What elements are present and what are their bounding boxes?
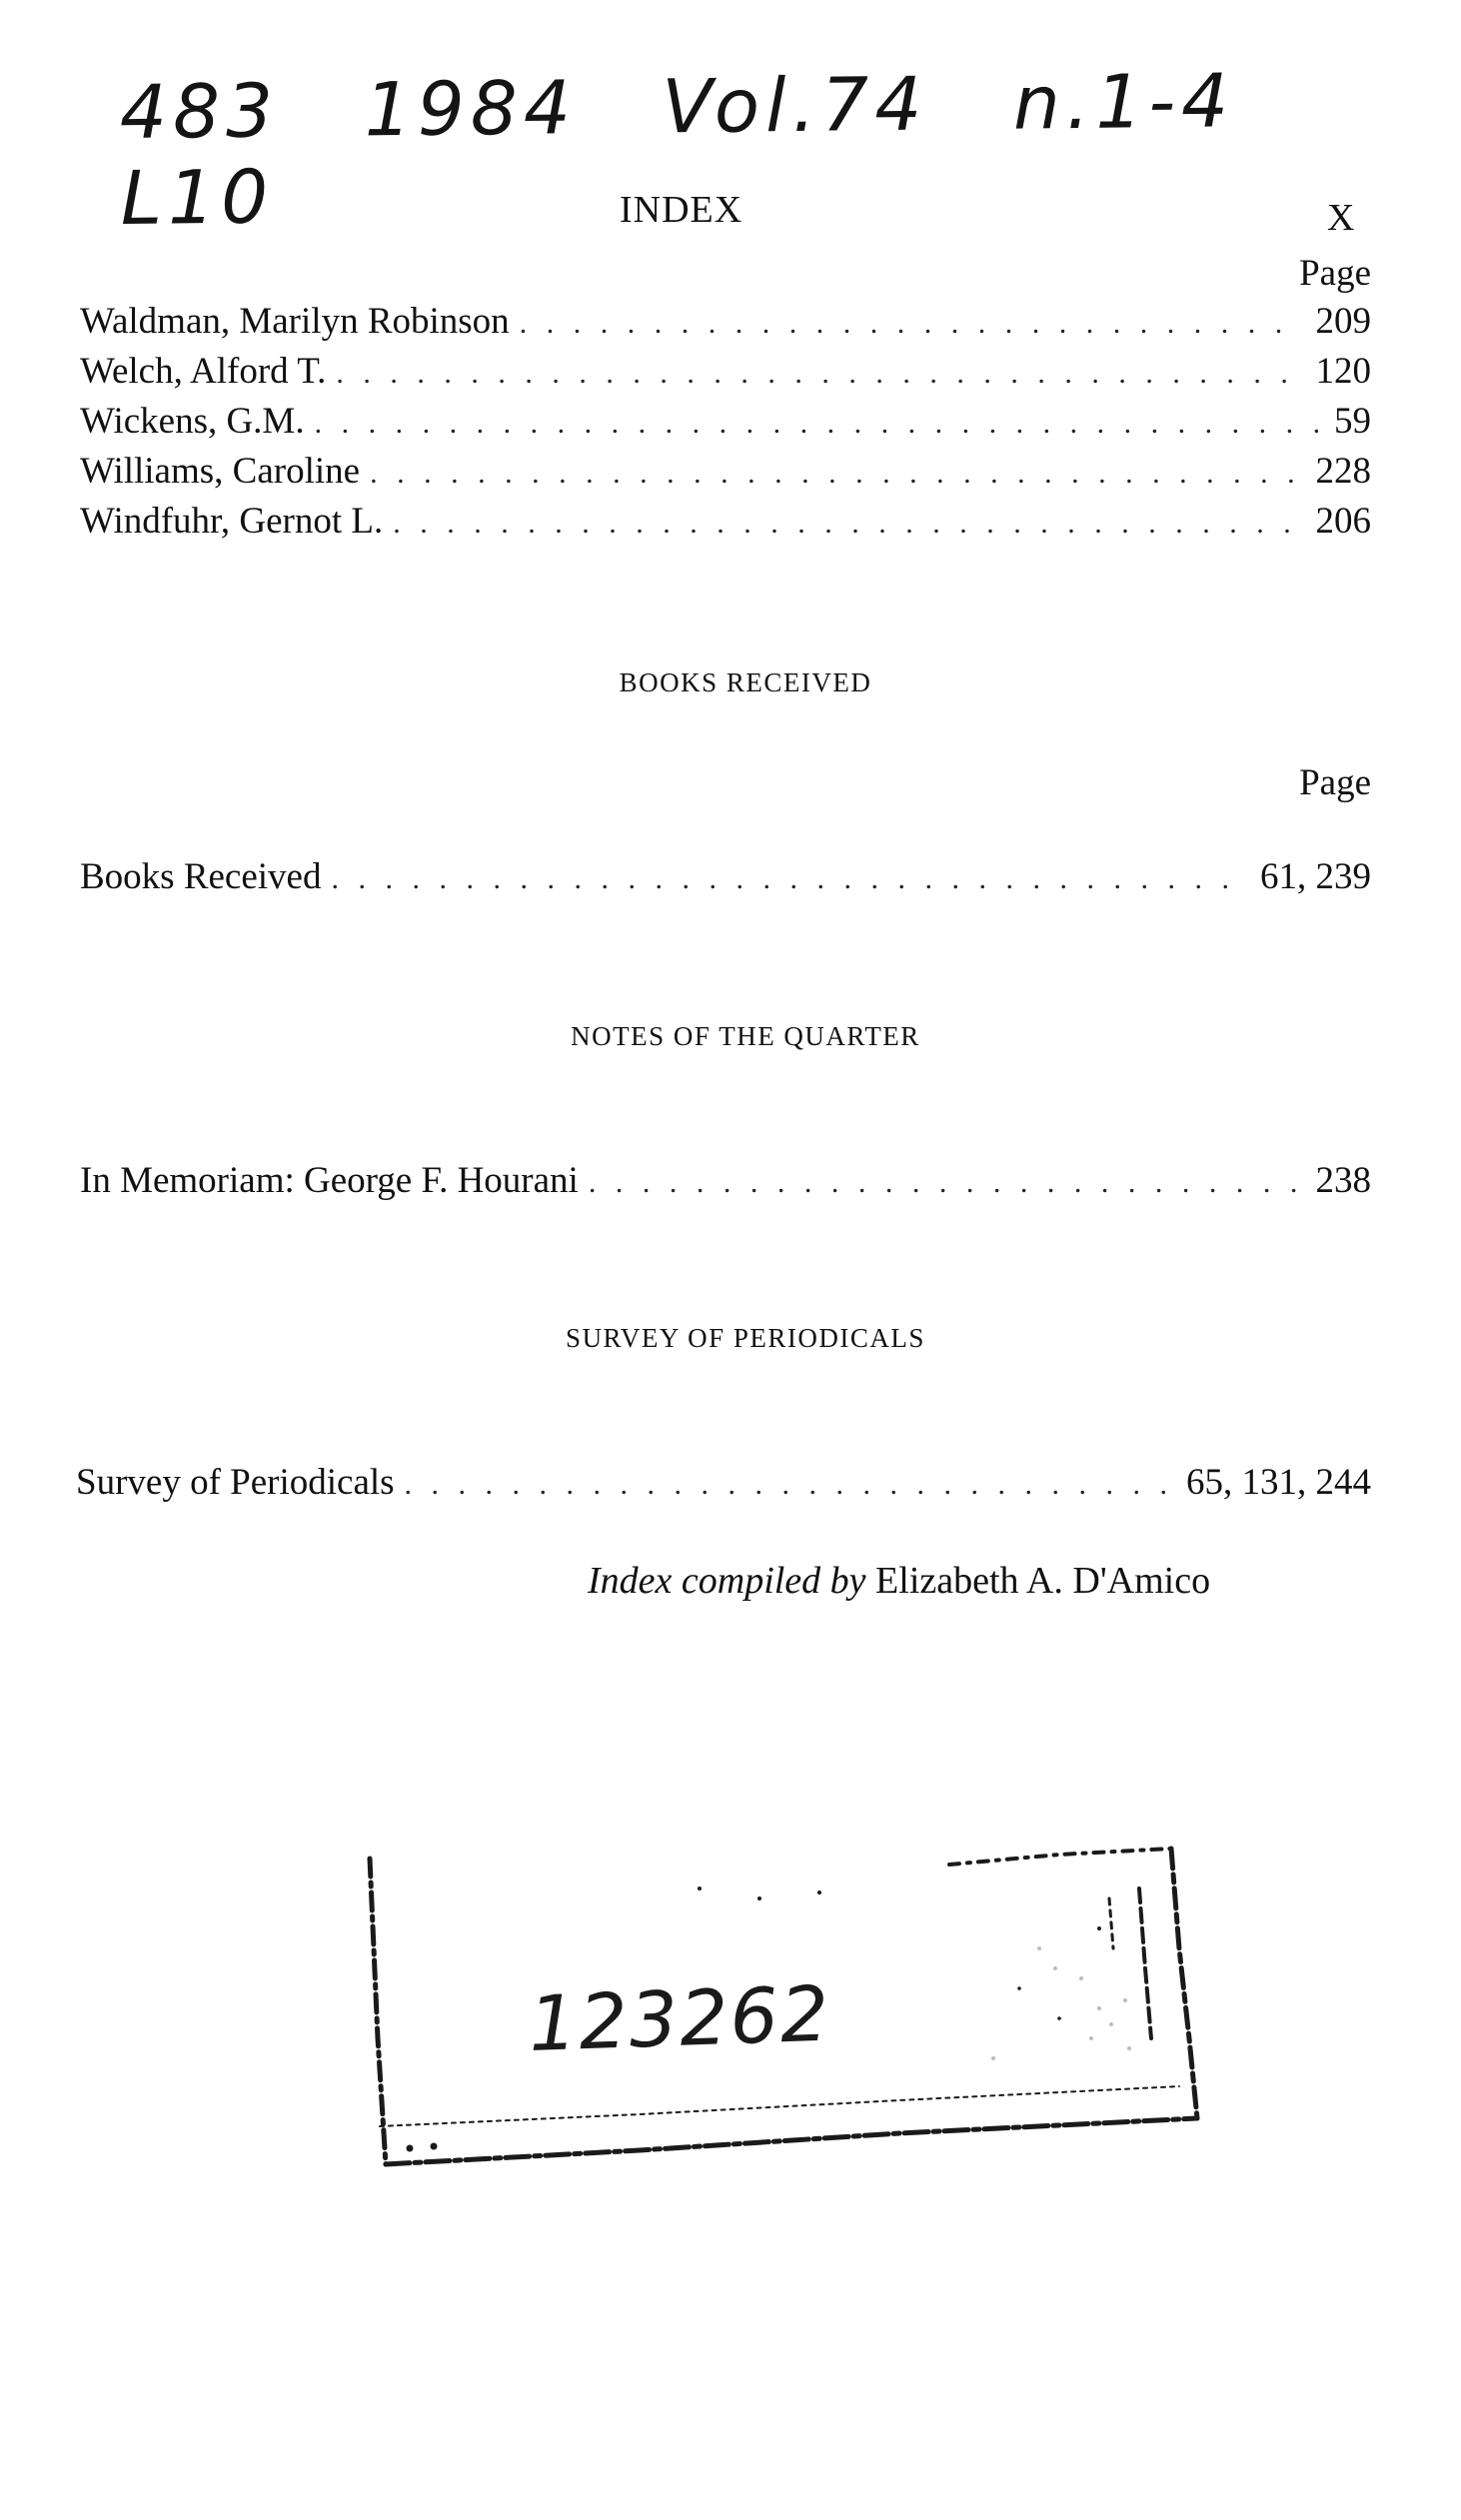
note-token: n.1-4 (1012, 58, 1235, 147)
note-token: 1984 (364, 65, 578, 154)
dot-leader (336, 357, 1301, 391)
stamp-number: 123262 (527, 1968, 832, 2068)
section-marker: X (1327, 197, 1355, 239)
index-credit (588, 1559, 1210, 1603)
entry-pages: 61, 239 (1260, 856, 1371, 897)
index-entry (80, 300, 1371, 350)
index-entry (80, 350, 1371, 400)
section-heading-survey: SURVEY OF PERIODICALS (566, 1323, 925, 1353)
books-received-list (80, 855, 1371, 905)
entry-name: Books Received (80, 856, 322, 897)
index-entry (80, 500, 1371, 550)
entry-name: Welch, Alford T. (80, 351, 327, 392)
note-token: L10 (120, 154, 275, 242)
author-index-list (80, 300, 1371, 550)
survey-list (76, 1461, 1371, 1511)
index-entry (76, 1461, 1371, 1511)
dot-leader (331, 862, 1246, 896)
entry-name: Wickens, G.M. (80, 401, 305, 442)
entry-name: Williams, Caroline (80, 451, 361, 492)
entry-name: In Memoriam: George F. Hourani (80, 1160, 579, 1201)
page-title: INDEX (620, 189, 743, 231)
page-column-label: Page (1299, 762, 1371, 803)
note-token: Vol.74 (662, 61, 928, 151)
entry-pages: 59 (1334, 401, 1371, 442)
note-token: 483 (119, 68, 280, 156)
entry-pages: 65, 131, 244 (1186, 1462, 1371, 1503)
index-entry (80, 400, 1371, 450)
dot-leader (370, 457, 1301, 491)
entry-pages: 206 (1315, 501, 1371, 542)
index-entry (80, 450, 1371, 500)
library-stamp (340, 1829, 1219, 2228)
notes-list (80, 1159, 1371, 1209)
credit-name: Elizabeth A. D'Amico (875, 1560, 1211, 1602)
entry-pages: 228 (1315, 451, 1371, 492)
dot-leader (405, 1468, 1172, 1502)
dot-leader (393, 507, 1301, 541)
index-entry (80, 855, 1371, 905)
dot-leader (520, 307, 1302, 341)
index-entry (80, 1159, 1371, 1209)
entry-name: Waldman, Marilyn Robinson (80, 301, 510, 342)
dot-leader (589, 1166, 1302, 1200)
entry-name: Windfuhr, Gernot L. (80, 501, 384, 542)
entry-pages: 120 (1315, 351, 1371, 392)
entry-pages: 209 (1315, 301, 1371, 342)
credit-prefix: Index compiled by (588, 1560, 866, 1602)
entry-pages: 238 (1315, 1160, 1371, 1201)
page-column-label: Page (1299, 253, 1371, 294)
section-heading-notes: NOTES OF THE QUARTER (571, 1021, 920, 1051)
section-heading-books-received: BOOKS RECEIVED (619, 667, 872, 697)
entry-name: Survey of Periodicals (76, 1462, 395, 1503)
dot-leader (315, 407, 1320, 441)
